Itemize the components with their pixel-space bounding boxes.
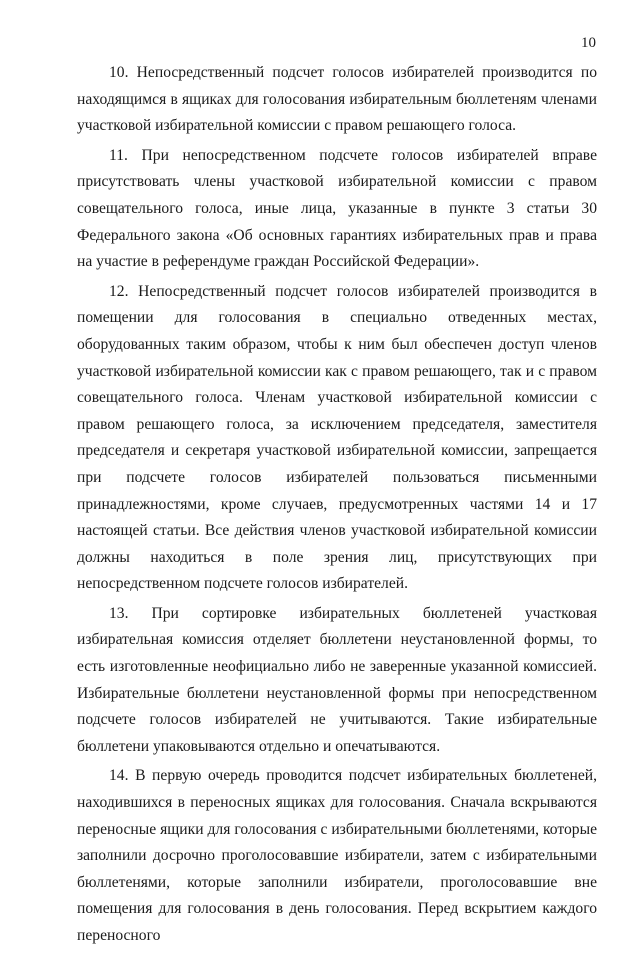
paragraph-12: 12. Непосредственный подсчет голосов избирателей производится в помещении для голосования в специально отведенных местах, оборудованных таким образом, чтобы к ним был обеспечен доступ членов участковой избирательной комиссии как с правом решающего, так и с правом совещательного голоса. Членам участковой избирательной комиссии с правом решающего голоса, за исключением председателя, заместителя председателя и секретаря участковой избирательной комиссии, запрещается при подсчете голосов избирателей пользоваться письменными принадлежностями, кроме случаев, предусмотренных частями 14 и 17 настоящей статьи. Все действия членов участковой избирательной комиссии должны находиться в поле зрения лиц, присутствующих при непосредственном подсчете голосов избирателей. xyxy=(77,282,597,593)
paragraph-11: 11. При непосредственном подсчете голосов избирателей вправе присутствовать члены участковой избирательной комиссии с правом совещательного голоса, иные лица, указанные в пункте 3 статьи 30 Федерального закона «Об основных гарантиях избирательных прав и права на участие в референдуме граждан Российской Федерации». xyxy=(77,146,597,271)
paragraph-10: 10. Непосредственный подсчет голосов избирателей производится по находящимся в ящиках для голосования избирательным бюллетеням членами участковой избирательной комиссии с правом решающего голоса. xyxy=(77,64,597,135)
document-body xyxy=(77,60,597,953)
paragraph-14: 14. В первую очередь проводится подсчет избирательных бюллетеней, находившихся в переносных ящиках для голосования. Сначала вскрываются переносные ящики для голосования с избирательными бюллетенями, которые заполнили досрочно проголосовавшие избиратели, затем с избирательными бюллетенями, которые заполнили избиратели, проголосовавшие вне помещения для голосования в день голосования. Перед вскрытием каждого переносного xyxy=(77,767,597,944)
paragraph-13: 13. При сортировке избирательных бюллетеней участковая избирательная комиссия отделяет бюллетени неустановленной формы, то есть изготовленные неофициально либо не заверенные указанной комиссией. Избирательные бюллетени неустановленной формы при непосредственном подсчете голосов избирателей не учитываются. Такие избирательные бюллетени упаковываются отдельно и опечатываются. xyxy=(77,604,597,755)
page-number: 10 xyxy=(581,35,596,51)
